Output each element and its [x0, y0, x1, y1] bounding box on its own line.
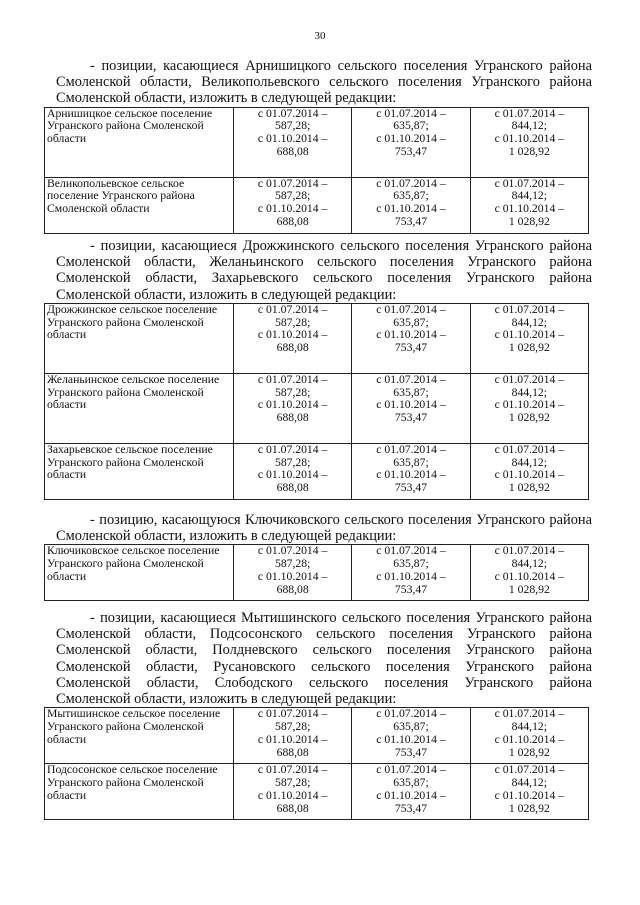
page-number: 30 [314, 30, 326, 42]
tariff-col3: с 01.07.2014 – 844,12; с 01.10.2014 – 1 028,92 [470, 443, 588, 499]
tariff-col1: с 01.07.2014 – 587,28; с 01.10.2014 – 688,08 [234, 708, 352, 764]
settlement-name: Дрожжинское сельское поселение Угранского района Смоленской области [45, 303, 234, 373]
section-2-intro-text: - позиции, касающиеся Дрожжинского сельского поселения Угранского района Смоленской области, Желаньинского сельского поселения Угранского района Смоленской области, Захарьевского сельского поселения Угранского района Смоленской области, изложить в следующей редакции: [56, 238, 592, 303]
tariff-col3: с 01.07.2014 – 844,12; с 01.10.2014 – 1 028,92 [470, 303, 588, 373]
table-row [45, 373, 589, 443]
tariff-col3: с 01.07.2014 – 844,12; с 01.10.2014 – 1 028,92 [470, 764, 588, 820]
tariff-col2: с 01.07.2014 – 635,87; с 01.10.2014 – 753,47 [352, 177, 470, 233]
settlement-name: Арнишицкое сельское поселение Угранского района Смоленской области [45, 107, 234, 177]
table-row [45, 708, 589, 764]
tariff-col2: с 01.07.2014 – 635,87; с 01.10.2014 – 753,47 [352, 107, 470, 177]
section-2-intro [56, 238, 592, 303]
section-2 [47, 238, 592, 500]
table-row [45, 177, 589, 233]
section-3-intro [56, 512, 592, 544]
settlement-name: Ключиковское сельское поселение Угранского района Смоленской области [45, 545, 234, 601]
tariff-col2: с 01.07.2014 – 635,87; с 01.10.2014 – 753,47 [352, 545, 470, 601]
tariff-col1: с 01.07.2014 – 587,28; с 01.10.2014 – 688,08 [234, 764, 352, 820]
tariff-col1: с 01.07.2014 – 587,28; с 01.10.2014 – 688,08 [234, 303, 352, 373]
section-4 [47, 610, 592, 820]
section-3-intro-text: - позицию, касающуюся Ключиковского сельского поселения Угранского района Смоленской области, изложить в следующей редакции: [56, 512, 592, 545]
section-1-intro-text: - позиции, касающиеся Арнишицкого сельского поселения Угранского района Смоленской области, Великопольевского сельского поселения Угранского района Смоленской области, изложить в следующей редакции: [56, 58, 592, 107]
table-row [45, 107, 589, 177]
table-row [45, 545, 589, 601]
section-4-intro-text: - позиции, касающиеся Мытишинского сельского поселения Угранского района Смоленской области, Подсосонского сельского поселения Угранского района Смоленской области, Полдневского сельского поселения Угранского района Смоленской области, Русановского сельского поселения Угранского района Смоленской области, Слободского сельского поселения Угранского района Смоленской области, изложить в следующей редакции: [56, 610, 592, 708]
section-3 [47, 512, 592, 601]
section-4-intro [56, 610, 592, 707]
tariff-col1: с 01.07.2014 – 587,28; с 01.10.2014 – 688,08 [234, 545, 352, 601]
table-row [45, 303, 589, 373]
section-4-table [44, 707, 589, 820]
tariff-col3: с 01.07.2014 – 844,12; с 01.10.2014 – 1 028,92 [470, 545, 588, 601]
table-row [45, 443, 589, 499]
table-row [45, 764, 589, 820]
settlement-name: Подсосонское сельское поселение Угранского района Смоленской области [45, 764, 234, 820]
settlement-name: Захарьевское сельское поселение Угранского района Смоленской области [45, 443, 234, 499]
tariff-col1: с 01.07.2014 – 587,28; с 01.10.2014 – 688,08 [234, 373, 352, 443]
tariff-col2: с 01.07.2014 – 635,87; с 01.10.2014 – 753,47 [352, 708, 470, 764]
tariff-col1: с 01.07.2014 – 587,28; с 01.10.2014 – 688,08 [234, 443, 352, 499]
settlement-name: Мытишинское сельское поселение Угранского района Смоленской области [45, 708, 234, 764]
section-2-table [44, 303, 589, 500]
tariff-col2: с 01.07.2014 – 635,87; с 01.10.2014 – 753,47 [352, 443, 470, 499]
tariff-col1: с 01.07.2014 – 587,28; с 01.10.2014 – 688,08 [234, 177, 352, 233]
section-1-intro [56, 58, 592, 107]
tariff-col3: с 01.07.2014 – 844,12; с 01.10.2014 – 1 028,92 [470, 107, 588, 177]
tariff-col3: с 01.07.2014 – 844,12; с 01.10.2014 – 1 028,92 [470, 708, 588, 764]
tariff-col2: с 01.07.2014 – 635,87; с 01.10.2014 – 753,47 [352, 373, 470, 443]
tariff-col2: с 01.07.2014 – 635,87; с 01.10.2014 – 753,47 [352, 764, 470, 820]
section-3-table [44, 544, 589, 601]
tariff-col2: с 01.07.2014 – 635,87; с 01.10.2014 – 753,47 [352, 303, 470, 373]
section-1 [47, 58, 592, 234]
tariff-col3: с 01.07.2014 – 844,12; с 01.10.2014 – 1 028,92 [470, 177, 588, 233]
settlement-name: Великопольевское сельское поселение Угранского района Смоленской области [45, 177, 234, 233]
tariff-col1: с 01.07.2014 – 587,28; с 01.10.2014 – 688,08 [234, 107, 352, 177]
section-1-table [44, 107, 589, 234]
tariff-col3: с 01.07.2014 – 844,12; с 01.10.2014 – 1 028,92 [470, 373, 588, 443]
settlement-name: Желаньинское сельское поселение Угранского района Смоленской области [45, 373, 234, 443]
